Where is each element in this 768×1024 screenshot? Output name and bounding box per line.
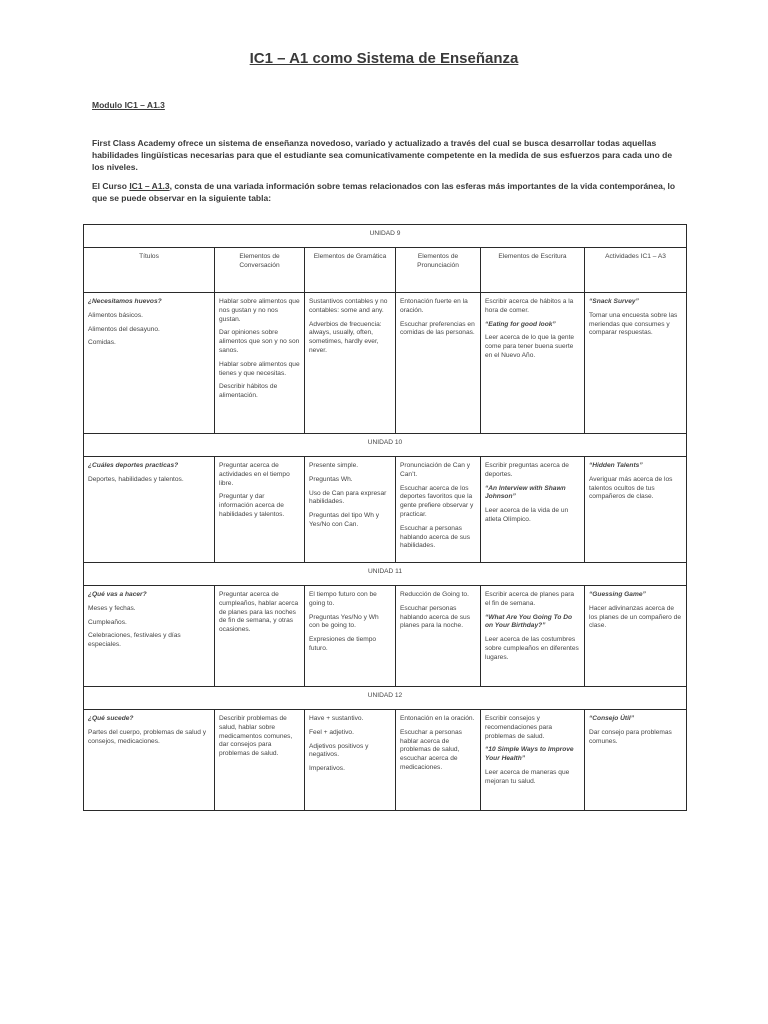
column-header: Títulos <box>84 248 215 293</box>
cell-text: Presente simple. <box>309 462 359 469</box>
cell-text: Alimentos del desayuno. <box>88 325 160 333</box>
cell-text: Preguntar acerca de actividades en el tiempo libre. <box>219 462 290 487</box>
cell-text: Adjetivos positivos y negativos. <box>309 742 369 759</box>
cell-text: Preguntar y dar información acerca de habilidades y talentos. <box>219 493 285 518</box>
table-cell <box>481 586 585 687</box>
cell-text: Escribir consejos y recomendaciones para problemas de salud. <box>485 715 553 740</box>
table-cell <box>396 293 481 434</box>
cell-text: ¿Qué vas a hacer? <box>88 591 147 598</box>
cell-text: “Guessing Game” <box>589 591 646 598</box>
cell-text: Cumpleaños. <box>88 618 127 626</box>
cell-text: Leer acerca de lo que la gente come para tener buena suerte en el Nuevo Año. <box>485 334 575 359</box>
cell-text: Partes del cuerpo, problemas de salud y consejos, medicaciones. <box>88 728 207 745</box>
table-cell <box>396 586 481 687</box>
cell-text: Escuchar acerca de los deportes favoritos que la gente prefiere observar y practicar. <box>400 484 474 518</box>
cell-text: “An Interview with Shawn Johnson” <box>485 484 566 501</box>
course-text-post: , consta de una variada información sobre temas relacionados con las esferas más importantes de la vida contemporánea, lo que se puede observar en la siguiente tabla: <box>92 181 676 203</box>
table-cell <box>84 586 215 687</box>
table-cell <box>305 457 396 563</box>
course-units-table <box>83 224 687 811</box>
cell-text: Leer acerca de la vida de un atleta Olímpico. <box>485 507 569 523</box>
cell-text: Meses y fechas. <box>88 604 136 612</box>
cell-text: Deportes, habilidades y talentos. <box>88 475 184 483</box>
cell-text: Escuchar preferencias en comidas de las personas. <box>400 320 475 337</box>
cell-text: Celebraciones, festivales y días especiales. <box>88 632 181 649</box>
cell-text: Alimentos básicos. <box>88 311 143 319</box>
table-cell <box>585 293 687 434</box>
cell-text: Comidas. <box>88 339 116 347</box>
cell-text: Escuchar a personas hablando acerca de sus habilidades. <box>400 524 471 550</box>
unit-header-row <box>84 687 687 710</box>
unit-title: UNIDAD 12 <box>84 687 687 710</box>
table-cell <box>481 293 585 434</box>
column-header: Elementos de Escritura <box>481 248 585 293</box>
column-header: Elementos de Gramática <box>305 248 396 293</box>
cell-text: Describir problemas de salud, hablar sobre medicamentos comunes, dar consejos para problemas de salud. <box>219 715 293 758</box>
cell-text: Feel + adjetivo. <box>309 728 354 736</box>
cell-text: Averiguar más acerca de los talentos ocultos de tus compañeros de clase. <box>589 475 673 501</box>
column-header: Elementos de Conversación <box>215 248 305 293</box>
cell-text: Preguntas Wh. <box>309 475 353 483</box>
table-cell <box>305 293 396 434</box>
table-cell <box>585 586 687 687</box>
cell-text: Escuchar a personas hablar acerca de problemas de salud, escuchar acerca de medicaciones. <box>400 728 462 771</box>
column-header: Actividades IC1 – A3 <box>585 248 687 293</box>
cell-text: Preguntar acerca de cumpleaños, hablar acerca de planes para las noches de fin de semana, y otras ocasiones. <box>219 591 299 634</box>
cell-text: Sustantivos contables y no contables: some and any. <box>309 298 388 314</box>
cell-text: Dar consejo para problemas comunes. <box>589 728 672 745</box>
cell-text: ¿Qué sucede? <box>88 715 134 722</box>
unit-content-row <box>84 586 687 687</box>
unit-content-row <box>84 293 687 434</box>
table-cell <box>396 457 481 563</box>
module-heading: Modulo IC1 – A1.3 <box>92 100 165 110</box>
cell-text: Hablar sobre alimentos que nos gustan y no nos gustan. <box>219 298 300 323</box>
cell-text: Hablar sobre alimentos que tienes y que necesitas. <box>219 360 300 377</box>
cell-text: “10 Simple Ways to Improve Your Health” <box>485 746 574 763</box>
cell-text: Expresiones de tiempo futuro. <box>309 636 377 652</box>
course-link: IC1 – A1.3 <box>129 181 170 191</box>
column-header: Elementos de Pronunciación <box>396 248 481 293</box>
unit-title: UNIDAD 9 <box>84 225 687 248</box>
unit-content-row <box>84 457 687 563</box>
table-cell <box>84 457 215 563</box>
cell-text: Describir hábitos de alimentación. <box>219 383 278 400</box>
cell-text: “What Are You Going To Do on Your Birthday?” <box>485 613 573 630</box>
table-cell <box>215 293 305 434</box>
cell-text: Imperativos. <box>309 765 345 773</box>
table-cell <box>215 586 305 687</box>
table-cell <box>585 710 687 811</box>
cell-text: Tomar una encuesta sobre las meriendas que consumes y comparar respuestas. <box>589 311 678 337</box>
unit-title: UNIDAD 11 <box>84 563 687 586</box>
cell-text: Dar opiniones sobre alimentos que son y no son sanos. <box>219 329 300 354</box>
cell-text: Hacer adivinanzas acerca de los planes de un compañero de clase. <box>589 604 682 630</box>
table-cell <box>84 293 215 434</box>
cell-text: “Consejo Útil” <box>589 715 635 722</box>
cell-text: Leer acerca de las costumbres sobre cumpleaños en diferentes lugares. <box>485 636 579 661</box>
table-cell <box>481 710 585 811</box>
cell-text: Escribir preguntas acerca de deportes. <box>485 462 569 478</box>
cell-text: Preguntas Yes/No y Wh con be going to. <box>309 613 379 630</box>
course-paragraph <box>92 180 680 204</box>
intro-paragraph: First Class Academy ofrece un sistema de enseñanza novedoso, variado y actualizado a través del cual se busca desarrollar todas aquellas habilidades lingüísticas necesarias para que el estudiante sea comunicativamente competente en la medida de sus esfuerzos para cada uno de los niveles. <box>92 138 673 172</box>
cell-text: Uso de Can para expresar habilidades. <box>309 489 387 506</box>
unit-header-row <box>84 434 687 457</box>
cell-text: Escribir acerca de hábitos a la hora de comer. <box>485 298 574 314</box>
unit-content-row <box>84 710 687 811</box>
table-cell <box>215 457 305 563</box>
cell-text: ¿Necesitamos huevos? <box>88 298 162 305</box>
column-header-row <box>84 248 687 293</box>
table-cell <box>481 457 585 563</box>
table-cell <box>84 710 215 811</box>
cell-text: Adverbios de frecuencia: always, usually, often, sometimes, hardly ever, never. <box>309 320 382 354</box>
cell-text: Escuchar personas hablando acerca de sus planes para la noche. <box>400 604 471 630</box>
cell-text: Entonación fuerte en la oración. <box>400 298 468 314</box>
cell-text: Escribir acerca de planes para el fin de semana. <box>485 591 575 607</box>
cell-text: Entonación en la oración. <box>400 715 475 722</box>
cell-text: Reducción de Going to. <box>400 591 469 598</box>
table-cell <box>215 710 305 811</box>
cell-text: “Snack Survey” <box>589 298 639 305</box>
unit-header-row <box>84 563 687 586</box>
cell-text: El tiempo futuro con be going to. <box>309 591 377 607</box>
course-text-pre: El Curso <box>92 181 130 191</box>
table-cell <box>585 457 687 563</box>
unit-title: UNIDAD 10 <box>84 434 687 457</box>
table-cell <box>396 710 481 811</box>
table-cell <box>305 586 396 687</box>
cell-text: ¿Cuáles deportes practicas? <box>88 462 179 469</box>
cell-text: Leer acerca de maneras que mejoran tu salud. <box>485 768 570 785</box>
cell-text: Pronunciación de Can y Can’t. <box>400 462 471 478</box>
cell-text: “Eating for good look” <box>485 320 556 328</box>
table-cell <box>305 710 396 811</box>
unit-header-row <box>84 225 687 248</box>
cell-text: “Hidden Talents” <box>589 462 643 469</box>
document-title: IC1 – A1 como Sistema de Enseñanza <box>249 50 519 67</box>
cell-text: Preguntas del tipo Wh y Yes/No con Can. <box>309 512 380 528</box>
cell-text: Have + sustantivo. <box>309 715 364 722</box>
